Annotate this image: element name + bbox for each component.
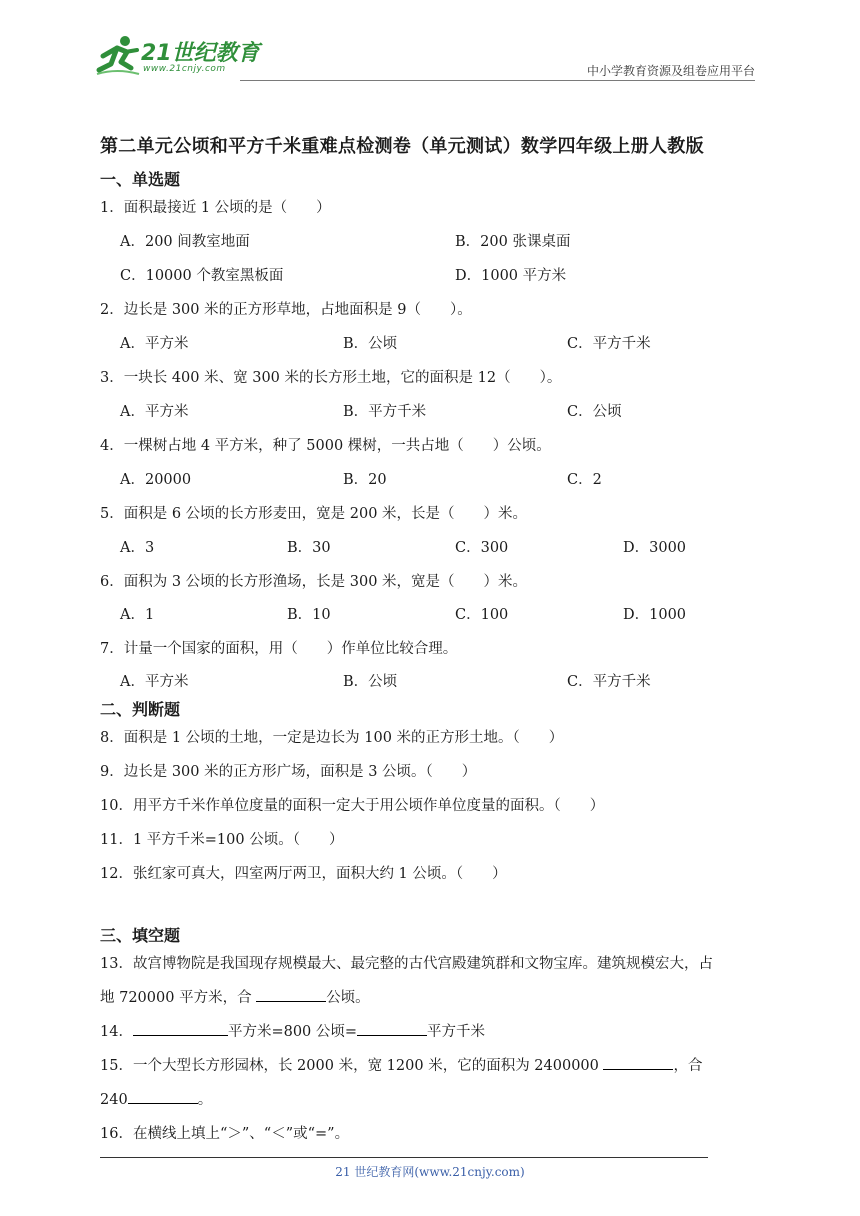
question-3: 3．一块长 400 米、宽 300 米的长方形土地，它的面积是 12（ ）。 [100, 370, 562, 386]
q2-option-b[interactable]: B．公顷 [343, 336, 398, 352]
q13-text-before: 地 720000 平方米，合 [100, 990, 257, 1006]
q15-text-mid: ，合 [673, 1058, 703, 1074]
q15-answer-blank-1[interactable] [603, 1055, 673, 1070]
q6-option-d[interactable]: D．1000 [623, 607, 687, 623]
q4-option-a[interactable]: A．20000 [120, 472, 192, 488]
q3-option-a[interactable]: A．平方米 [120, 404, 189, 420]
footer-text[interactable]: 21 世纪教育网(www.21cnjy.com) [335, 1165, 525, 1179]
question-4: 4．一棵树占地 4 平方米，种了 5000 棵树，一共占地（ ）公顷。 [100, 438, 551, 454]
q14-text-mid: 平方米=800 公顷= [227, 1024, 358, 1040]
q4-option-b[interactable]: B．20 [343, 472, 387, 488]
q14-number: 14． [100, 1024, 133, 1040]
q5-option-c[interactable]: C．300 [455, 540, 509, 556]
q7-option-c[interactable]: C．平方千米 [567, 674, 651, 690]
q6-option-b[interactable]: B．10 [287, 607, 331, 623]
runner-logo-icon [95, 34, 141, 78]
q13-text-after: 公顷。 [326, 990, 370, 1006]
header-divider [240, 80, 755, 81]
q14-answer-blank-1[interactable] [133, 1021, 228, 1036]
q5-option-d[interactable]: D．3000 [623, 540, 687, 556]
q7-option-b[interactable]: B．公顷 [343, 674, 398, 690]
question-13-line2 [100, 986, 370, 1007]
q6-option-c[interactable]: C．100 [455, 607, 509, 623]
q6-option-a[interactable]: A．1 [120, 607, 155, 623]
page-title: 第二单元公顷和平方千米重难点检测卷（单元测试）数学四年级上册人教版 [100, 136, 704, 157]
site-logo[interactable] [95, 34, 265, 80]
q14-answer-blank-2[interactable] [357, 1021, 427, 1036]
logo-text: 21世纪教育 [141, 41, 260, 66]
section-heading-fill-blank: 三、填空题 [100, 926, 181, 945]
q15-answer-blank-2[interactable] [128, 1089, 198, 1104]
section-heading-single-choice: 一、单选题 [100, 170, 181, 189]
q2-option-a[interactable]: A．平方米 [120, 336, 189, 352]
question-13-line1: 13．故宫博物院是我国现存规模最大、最完整的古代宫殿建筑群和文物宝库。建筑规模宏大，占 [100, 956, 713, 972]
q4-option-c[interactable]: C．2 [567, 472, 602, 488]
question-15-line2 [100, 1088, 212, 1109]
q1-option-b[interactable]: B．200 张课桌面 [455, 234, 571, 250]
question-2: 2．边长是 300 米的正方形草地，占地面积是 9（ ）。 [100, 302, 472, 318]
q15-text-before: 15．一个大型长方形园林，长 2000 米，宽 1200 米，它的面积为 2400000 [100, 1058, 604, 1074]
question-8: 8．面积是 1 公顷的土地，一定是边长为 100 米的正方形土地。（ ） [100, 730, 564, 746]
q14-text-after: 平方千米 [427, 1024, 486, 1040]
q13-answer-blank[interactable] [256, 987, 326, 1002]
question-14 [100, 1020, 485, 1041]
question-7: 7．计量一个国家的面积，用（ ）作单位比较合理。 [100, 641, 458, 657]
platform-name: 中小学教育资源及组卷应用平台 [586, 64, 755, 78]
q1-option-c[interactable]: C．10000 个教室黑板面 [120, 268, 284, 284]
question-6: 6．面积为 3 公顷的长方形渔场，长是 300 米，宽是（ ）米。 [100, 574, 528, 590]
q3-option-c[interactable]: C．公顷 [567, 404, 622, 420]
q15-text-prefix: 240 [100, 1092, 128, 1108]
page-header [95, 34, 755, 84]
question-12: 12．张红家可真大，四室两厅两卫，面积大约 1 公顷。（ ） [100, 866, 507, 882]
question-16: 16．在横线上填上“＞”、“＜”或“=”。 [100, 1126, 350, 1142]
q2-option-c[interactable]: C．平方千米 [567, 336, 651, 352]
question-5: 5．面积是 6 公顷的长方形麦田，宽是 200 米，长是（ ）米。 [100, 506, 528, 522]
q15-text-end: 。 [197, 1092, 213, 1108]
question-10: 10．用平方千米作单位度量的面积一定大于用公顷作单位度量的面积。（ ） [100, 798, 605, 814]
section-heading-true-false: 二、判断题 [100, 700, 181, 719]
footer-divider [100, 1157, 708, 1158]
q3-option-b[interactable]: B．平方千米 [343, 404, 427, 420]
q1-option-a[interactable]: A．200 间教室地面 [120, 234, 250, 250]
q5-option-b[interactable]: B．30 [287, 540, 331, 556]
q7-option-a[interactable]: A．平方米 [120, 674, 189, 690]
question-9: 9．边长是 300 米的正方形广场，面积是 3 公顷。（ ） [100, 764, 477, 780]
question-11: 11．1 平方千米=100 公顷。（ ） [100, 832, 344, 848]
q5-option-a[interactable]: A．3 [120, 540, 155, 556]
question-1: 1．面积最接近 1 公顷的是（ ） [100, 200, 331, 216]
q1-option-d[interactable]: D．1000 平方米 [455, 268, 567, 284]
logo-url: www.21cnjy.com [143, 64, 226, 74]
question-15-line1 [100, 1054, 702, 1075]
